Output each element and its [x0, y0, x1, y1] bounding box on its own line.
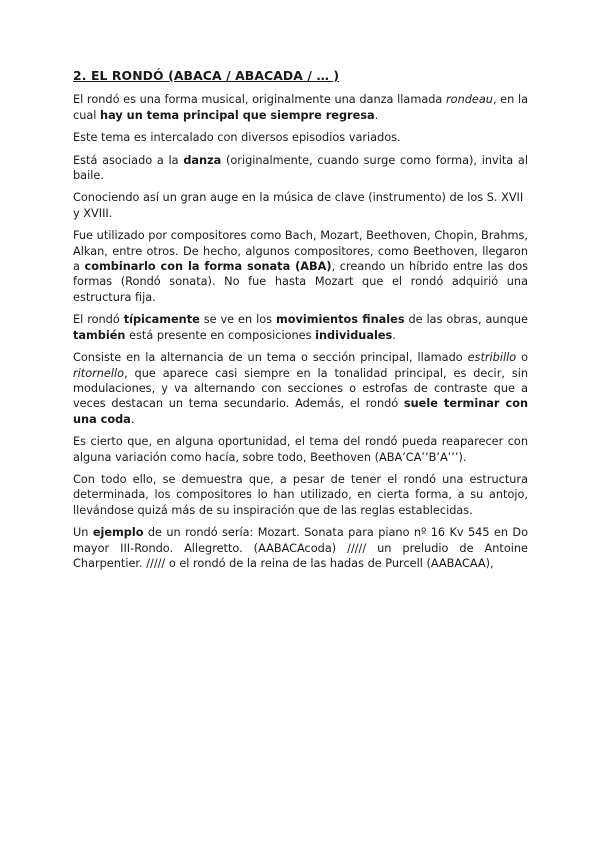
- document-page: [73, 68, 528, 578]
- bold-term-ejemplo: ejemplo: [92, 526, 144, 540]
- bold-term: también: [73, 328, 126, 342]
- bold-term-coda: suele terminar con una coda: [73, 397, 528, 426]
- italic-term-estribillo: estribillo: [467, 351, 517, 365]
- text-run: .: [392, 328, 396, 342]
- bold-term-danza: danza: [183, 153, 222, 167]
- italic-term-ritornello: ritornello: [73, 366, 125, 380]
- italic-term-rondeau: rondeau: [446, 93, 493, 107]
- text-run: o: [516, 351, 528, 365]
- text-run: Un: [73, 526, 93, 540]
- paragraph-dance: [73, 153, 528, 184]
- section-heading: 2. EL RONDÓ (ABACA / ABACADA / … ): [73, 68, 340, 83]
- text-run: (originalmente, cuando surge como forma), invita al baile.: [73, 153, 528, 183]
- paragraph-composers: [73, 228, 528, 305]
- text-run: , que aparece casi siempre en la tonalidad principal, es decir, sin modulaciones, y va alternando con secciones o estrofas de contraste que a veces destacan un tema secundario. Además, el rondó: [73, 366, 528, 411]
- text-run: El rondó: [73, 313, 124, 327]
- text-run: , creando un híbrido entre las dos formas (Rondó sonata). No fue hasta Mozart que el rondó adquirió una estructura fija.: [73, 260, 528, 304]
- text-run: está presente en composiciones: [125, 328, 316, 342]
- bold-term: movimientos finales: [275, 313, 405, 327]
- paragraph-definition: [73, 92, 528, 123]
- text-run: se ve en los: [199, 313, 276, 327]
- paragraph-conclusion: Con todo ello, se demuestra que, a pesar de tener el rondó una estructura determinada, los compositores lo han utilizado, en cierta forma, a su antojo, llevándose quizá más de su inspiración que de las reglas establecidas.: [73, 472, 528, 517]
- text-run: Consiste en la alternancia de un tema o sección principal, llamado: [73, 351, 468, 365]
- paragraph-movements: [73, 312, 528, 343]
- paragraph-clave: Conociendo así un gran auge en la música de clave (instrumento) de los S. XVII y XVIII.: [73, 191, 524, 220]
- paragraph-structure: [73, 350, 528, 427]
- paragraph-example: [73, 525, 528, 571]
- bold-term: individuales: [315, 328, 393, 342]
- paragraph-episodes: Este tema es intercalado con diversos episodios variados.: [73, 131, 401, 145]
- text-run: de las obras, aunque: [404, 313, 528, 327]
- paragraph-variation: Es cierto que, en alguna oportunidad, el tema del rondó pueda reaparecer con alguna variación como hacía, sobre todo, Beethoven (ABA’CA’’B’A’’’).: [73, 435, 528, 464]
- text-run: Está asociado a la: [73, 153, 184, 167]
- text-run: El rondó es una forma musical, originalmente una danza llamada: [73, 93, 447, 107]
- bold-key-phrase: hay un tema principal que siempre regresa: [100, 108, 375, 122]
- text-run: .: [374, 108, 379, 122]
- text-run: Fue utilizado por compositores como Bach, Mozart, Beethoven, Chopin, Brahms, Alkan, entre otros. De hecho, algunos compositores, como Beethoven, llegaron a: [73, 229, 528, 274]
- bold-term-sonata: combinarlo con la forma sonata (ABA): [84, 260, 332, 274]
- text-run: .: [130, 412, 135, 426]
- text-run: de un rondó sería: Mozart. Sonata para piano nº 16 Kv 545 en Do mayor III-Rondo. Allegretto. (AABACAcoda) ///// un preludio de Antoine Charpentier. ///// o el rondó de la reina de las hadas de Purcell (AABACAA),: [73, 526, 528, 570]
- text-run: , en la cual: [73, 93, 528, 122]
- bold-term: típicamente: [123, 313, 200, 327]
